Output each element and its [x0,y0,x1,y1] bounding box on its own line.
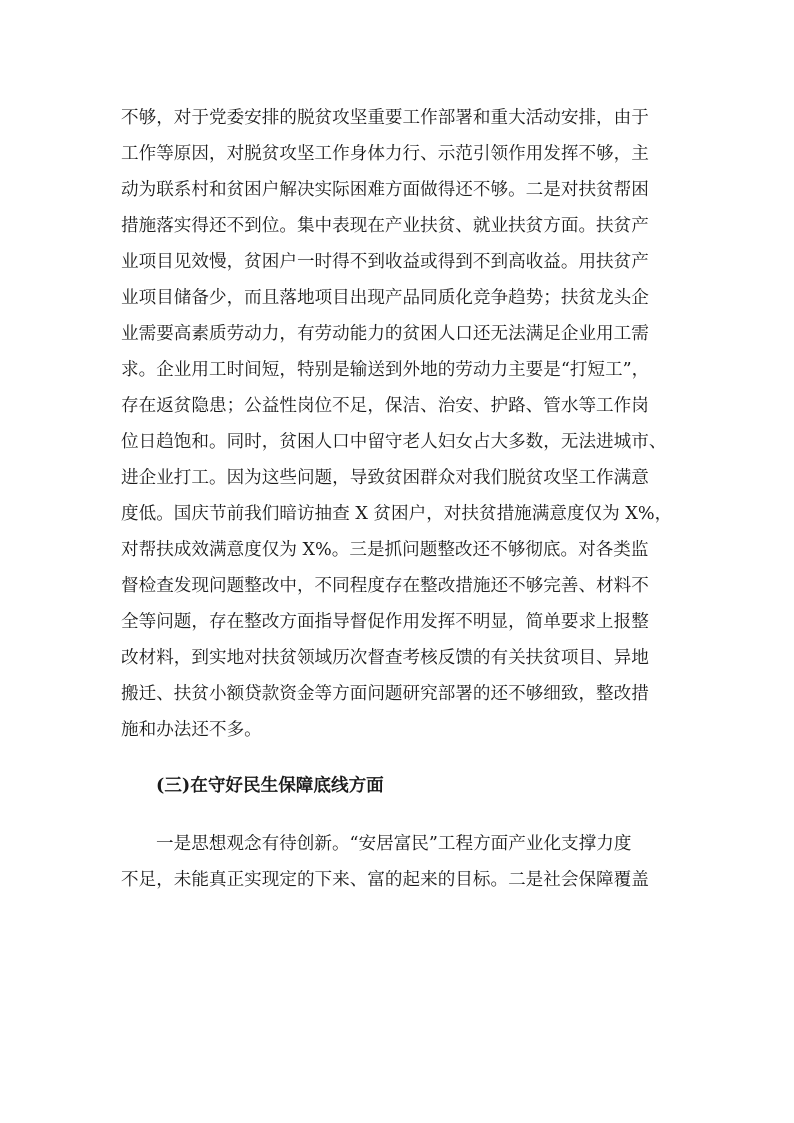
body-line: 业项目储备少，而且落地项目出现产品同质化竞争趋势；扶贫龙头企 [121,288,649,308]
body-line: 进企业打工。因为这些问题，导致贫困群众对我们脱贫攻坚工作满意 [121,468,649,488]
body-line: 施和办法还不多。 [121,720,262,740]
body-line: 督检查发现问题整改中，不同程度存在整改措施还不够完善、材料不 [121,576,649,596]
body-line: 不足，未能真正实现定的下来、富的起来的目标。二是社会保障覆盖 [121,870,649,890]
body-line: 对帮扶成效满意度仅为 X%。三是抓问题整改还不够彻底。对各类监 [121,540,649,560]
body-line: 一是思想观念有待创新。“安居富民”工程方面产业化支撑力度 [156,834,632,854]
body-line: 业需要高素质劳动力，有劳动能力的贫困人口还无法满足企业用工需 [121,324,649,344]
body-line: 改材料，到实地对扶贫领域历次督查考核反馈的有关扶贫项目、异地 [121,648,649,668]
body-line: 度低。国庆节前我们暗访抽查 X 贫困户，对扶贫措施满意度仅为 X%， [121,504,673,524]
section-heading: (三)在守好民生保障底线方面 [156,775,384,796]
body-line: 搬迁、扶贫小额贷款资金等方面问题研究部署的还不够细致，整改措 [121,684,649,704]
body-line: 不够，对于党委安排的脱贫攻坚重要工作部署和重大活动安排，由于 [121,108,649,128]
body-line: 动为联系村和贫困户解决实际困难方面做得还不够。二是对扶贫帮困 [121,180,649,200]
body-line: 业项目见效慢，贫困户一时得不到收益或得到不到高收益。用扶贫产 [121,252,649,272]
body-line: 求。企业用工时间短，特别是输送到外地的劳动力主要是“打短工”， [121,360,650,380]
body-line: 工作等原因，对脱贫攻坚工作身体力行、示范引领作用发挥不够，主 [121,144,649,164]
body-line: 措施落实得还不到位。集中表现在产业扶贫、就业扶贫方面。扶贫产 [121,216,649,236]
body-line: 存在返贫隐患；公益性岗位不足，保洁、治安、护路、管水等工作岗 [121,396,649,416]
body-line: 全等问题，存在整改方面指导督促作用发挥不明显，简单要求上报整 [121,612,649,632]
body-line: 位日趋饱和。同时，贫困人口中留守老人妇女占大多数，无法进城市、 [121,432,667,452]
